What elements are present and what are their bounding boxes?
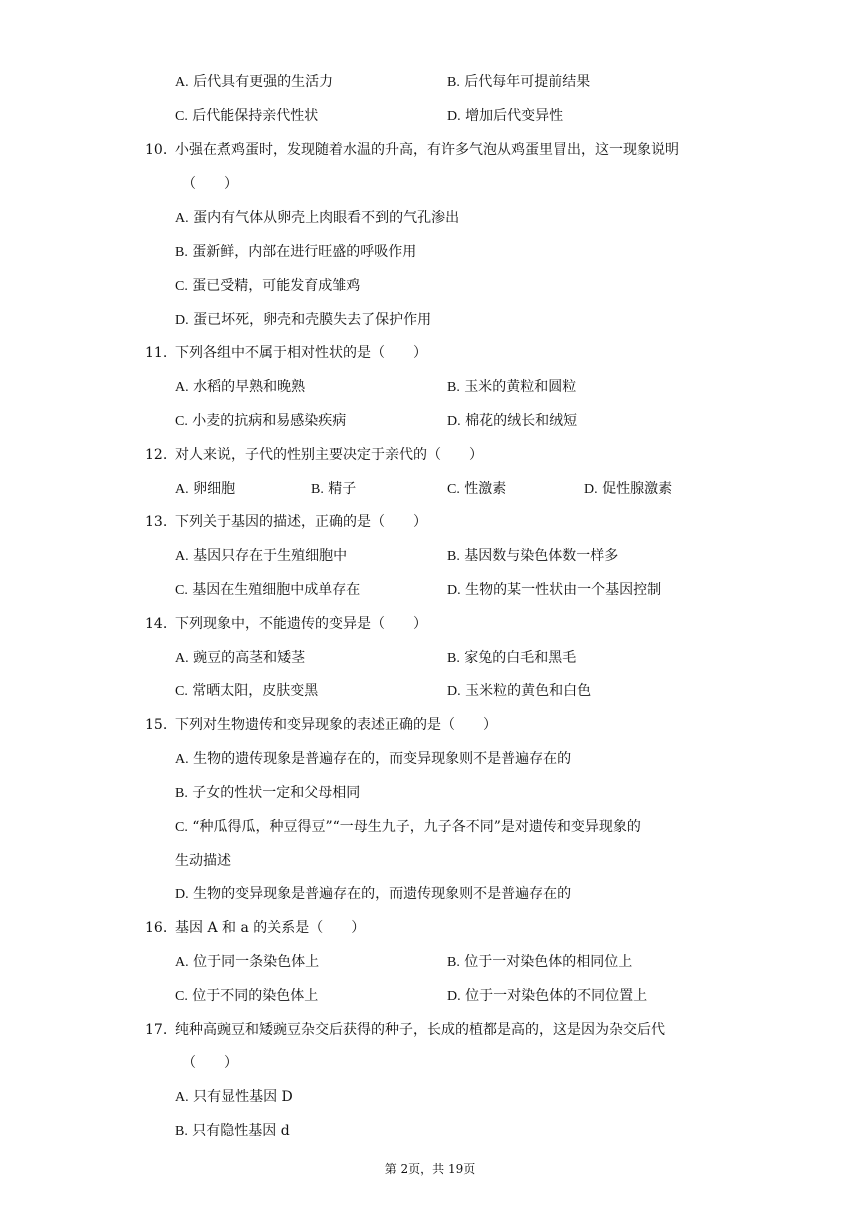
page-footer: 第 2页，共 19页 bbox=[384, 1162, 476, 1176]
q15-number: 15. bbox=[145, 717, 168, 733]
q9-option-a: A. 后代具有更强的生活力 bbox=[175, 74, 334, 90]
q11-option-b: B. 玉米的黄粒和圆粒 bbox=[447, 379, 577, 395]
q14-option-d: D. 玉米粒的黄色和白色 bbox=[447, 683, 592, 699]
q12-number: 12. bbox=[145, 447, 168, 463]
q16-option-d: D. 位于一对染色体的不同位置上 bbox=[447, 988, 648, 1004]
q17-text: 纯种高豌豆和矮豌豆杂交后获得的种子，长成的植都是高的，这是因为杂交后代 bbox=[175, 1022, 665, 1038]
q13-option-c: C. 基因在生殖细胞中成单存在 bbox=[175, 582, 361, 598]
q16-option-a: A. 位于同一条染色体上 bbox=[175, 954, 320, 970]
q9-option-c: C. 后代能保持亲代性状 bbox=[175, 108, 319, 124]
q10-number: 10. bbox=[145, 142, 168, 158]
q14-option-c: C. 常晒太阳，皮肤变黑 bbox=[175, 683, 319, 699]
q13-option-b: B. 基因数与染色体数一样多 bbox=[447, 548, 619, 564]
q12-text: 对人来说，子代的性别主要决定于亲代的（ ） bbox=[175, 447, 483, 463]
q17-number: 17. bbox=[145, 1022, 168, 1038]
q12-option-b: B. 精子 bbox=[311, 481, 357, 497]
q12-option-d: D. 促性腺激素 bbox=[584, 481, 673, 497]
q16-text: 基因 A 和 a 的关系是（ ） bbox=[175, 920, 366, 936]
q10-answer-blank: （ ） bbox=[182, 176, 238, 192]
q12-option-a: A. 卵细胞 bbox=[175, 481, 236, 497]
q9-option-d: D. 增加后代变异性 bbox=[447, 108, 564, 124]
q11-option-a: A. 水稻的早熟和晚熟 bbox=[175, 379, 306, 395]
q13-text: 下列关于基因的描述，正确的是（ ） bbox=[175, 514, 427, 530]
q16-option-b: B. 位于一对染色体的相同位上 bbox=[447, 954, 633, 970]
q12-option-c: C. 性激素 bbox=[447, 481, 507, 497]
q13-option-a: A. 基因只存在于生殖细胞中 bbox=[175, 548, 348, 564]
q17-answer-blank: （ ） bbox=[182, 1055, 238, 1071]
q11-number: 11. bbox=[145, 345, 168, 361]
q14-option-b: B. 家兔的白毛和黑毛 bbox=[447, 650, 577, 666]
q11-option-c: C. 小麦的抗病和易感染疾病 bbox=[175, 413, 347, 429]
q14-text: 下列现象中，不能遗传的变异是（ ） bbox=[175, 616, 427, 632]
q10-text: 小强在煮鸡蛋时，发现随着水温的升高，有许多气泡从鸡蛋里冒出，这一现象说明 bbox=[175, 142, 679, 158]
q13-option-d: D. 生物的某一性状由一个基因控制 bbox=[447, 582, 662, 598]
q16-number: 16. bbox=[145, 920, 168, 936]
q13-number: 13. bbox=[145, 514, 168, 530]
q14-option-a: A. 豌豆的高茎和矮茎 bbox=[175, 650, 306, 666]
q11-option-d: D. 棉花的绒长和绒短 bbox=[447, 413, 578, 429]
q14-number: 14. bbox=[145, 616, 168, 632]
q15-text: 下列对生物遗传和变异现象的表述正确的是（ ） bbox=[175, 717, 497, 733]
q11-text: 下列各组中不属于相对性状的是（ ） bbox=[175, 345, 427, 361]
q16-option-c: C. 位于不同的染色体上 bbox=[175, 988, 319, 1004]
q9-option-b: B. 后代每年可提前结果 bbox=[447, 74, 591, 90]
